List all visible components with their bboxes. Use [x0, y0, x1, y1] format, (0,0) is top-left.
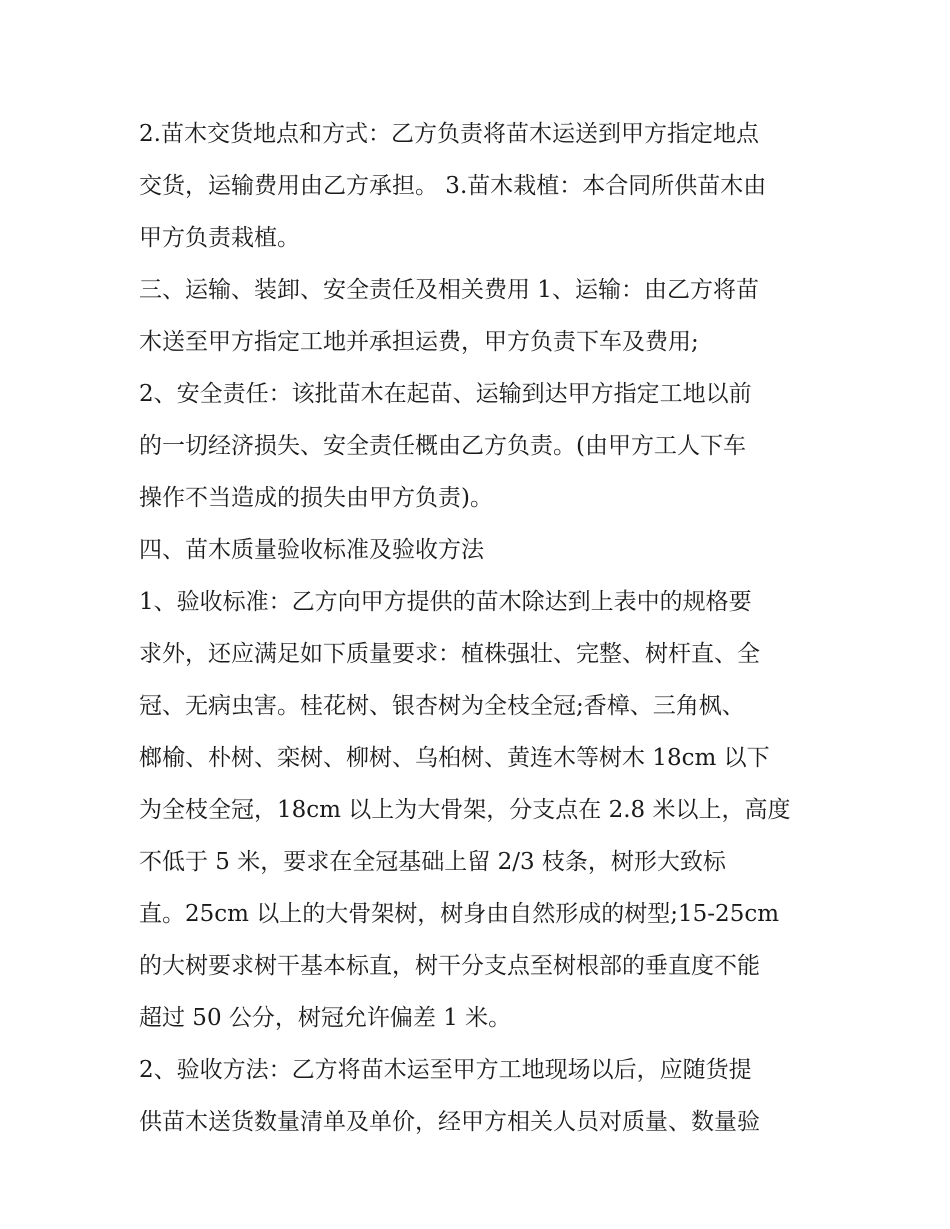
- text-line: 2、验收方法：乙方将苗木运至甲方工地现场以后，应随货提: [139, 1057, 752, 1083]
- text-line: 的大树要求树干基本标直，树干分支点至树根部的垂直度不能: [139, 953, 760, 979]
- text-line: 操作不当造成的损失由甲方负责)。: [139, 485, 493, 511]
- section-heading-quality: [139, 524, 829, 576]
- text-line: 供苗木送货数量清单及单价，经甲方相关人员对质量、数量验: [139, 1109, 760, 1135]
- text-line: 1、验收标准：乙方向甲方提供的苗木除达到上表中的规格要: [139, 589, 752, 615]
- text-line: 冠、无病虫害。桂花树、银杏树为全枝全冠;香樟、三角枫、: [139, 693, 745, 719]
- section-heading: 四、苗木质量验收标准及验收方法: [139, 537, 484, 563]
- paragraph-safety: [139, 368, 829, 524]
- text-line: 不低于 5 米，要求在全冠基础上留 2/3 枝条，树形大致标: [139, 849, 726, 875]
- paragraph-acceptance-standard: [139, 576, 829, 1044]
- text-line: 求外，还应满足如下质量要求：植株强壮、完整、树杆直、全: [139, 641, 760, 667]
- paragraph-acceptance-method: [139, 1044, 829, 1148]
- text-line: 三、运输、装卸、安全责任及相关费用 1、运输：由乙方将苗: [139, 277, 759, 303]
- text-line: 2.苗木交货地点和方式：乙方负责将苗木运送到甲方指定地点: [139, 121, 759, 147]
- document-body: [139, 108, 829, 1148]
- text-line: 交货，运输费用由乙方承担。 3.苗木栽植：本合同所供苗木由: [139, 173, 767, 199]
- text-line: 为全枝全冠，18cm 以上为大骨架，分支点在 2.8 米以上，高度: [139, 797, 791, 823]
- paragraph-delivery: [139, 108, 829, 264]
- text-line: 木送至甲方指定工地并承担运费，甲方负责下车及费用;: [139, 329, 699, 355]
- text-line: 直。25cm 以上的大骨架树，树身由自然形成的树型;15-25cm: [139, 901, 780, 927]
- text-line: 2、安全责任：该批苗木在起苗、运输到达甲方指定工地以前: [139, 381, 752, 407]
- text-line: 的一切经济损失、安全责任概由乙方负责。(由甲方工人下车: [139, 433, 746, 459]
- text-line: 甲方负责栽植。: [139, 225, 300, 251]
- paragraph-transport: [139, 264, 829, 368]
- text-line: 超过 50 公分，树冠允许偏差 1 米。: [139, 1005, 512, 1031]
- text-line: 榔榆、朴树、栾树、柳树、乌桕树、黄连木等树木 18cm 以下: [139, 745, 770, 771]
